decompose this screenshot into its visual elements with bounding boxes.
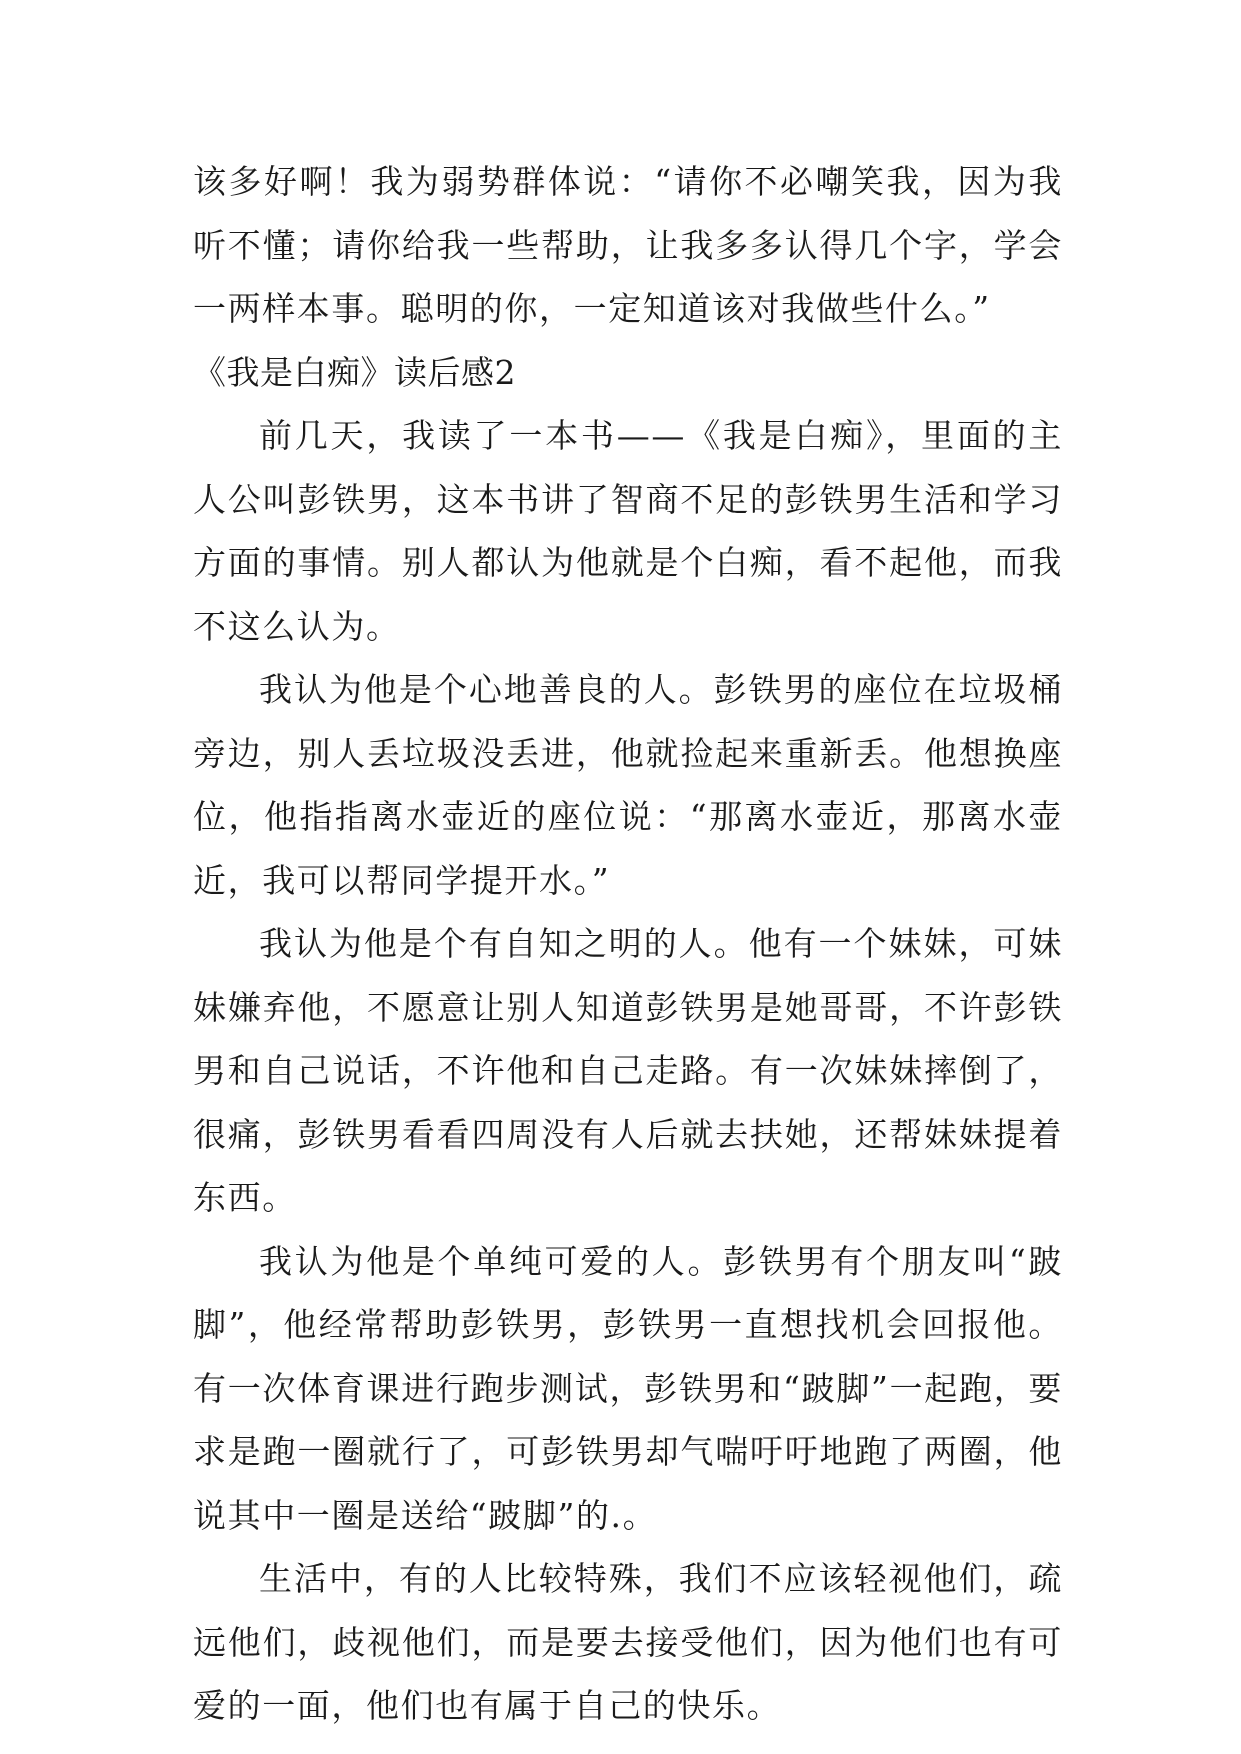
body-paragraph-1: 前几天，我读了一本书——《我是白痴》，里面的主人公叫彭铁男，这本书讲了智商不足的彭铁男生活和学习方面的事情。别人都认为他就是个白痴，看不起他，而我不这么认为。	[193, 416, 1063, 646]
body-paragraph-4: 我认为他是个单纯可爱的人。彭铁男有个朋友叫“跛脚”，他经常帮助彭铁男，彭铁男一直想找机会回报他。有一次体育课进行跑步测试，彭铁男和“跛脚”一起跑，要求是跑一圈就行了，可彭铁男却气喘吁吁地跑了两圈，他说其中一圈是送给“跛脚”的.。	[193, 1241, 1063, 1535]
body-paragraph-5: 生活中，有的人比较特殊，我们不应该轻视他们，疏远他们，歧视他们，而是要去接受他们，因为他们也有可爱的一面，他们也有属于自己的快乐。	[193, 1559, 1063, 1725]
body-paragraph-3: 我认为他是个有自知之明的人。他有一个妹妹，可妹妹嫌弃他，不愿意让别人知道彭铁男是她哥哥，不许彭铁男和自己说话，不许他和自己走路。有一次妹妹摔倒了，很痛，彭铁男看看四周没有人后就去扶她，还帮妹妹提着东西。	[193, 924, 1063, 1217]
document-body	[193, 150, 1063, 1738]
essay-title: 《我是白痴》读后感2	[193, 352, 516, 392]
body-paragraph-2: 我认为他是个心地善良的人。彭铁男的座位在垃圾桶旁边，别人丢垃圾没丢进，他就捡起来重新丢。他想换座位，他指指离水壶近的座位说：“那离水壶近，那离水壶近，我可以帮同学提开水。”	[193, 670, 1063, 900]
continuation-paragraph: 该多好啊！我为弱势群体说：“请你不必嘲笑我，因为我听不懂；请你给我一些帮助，让我多多认得几个字，学会一两样本事。聪明的你，一定知道该对我做些什么。”	[193, 162, 1063, 328]
